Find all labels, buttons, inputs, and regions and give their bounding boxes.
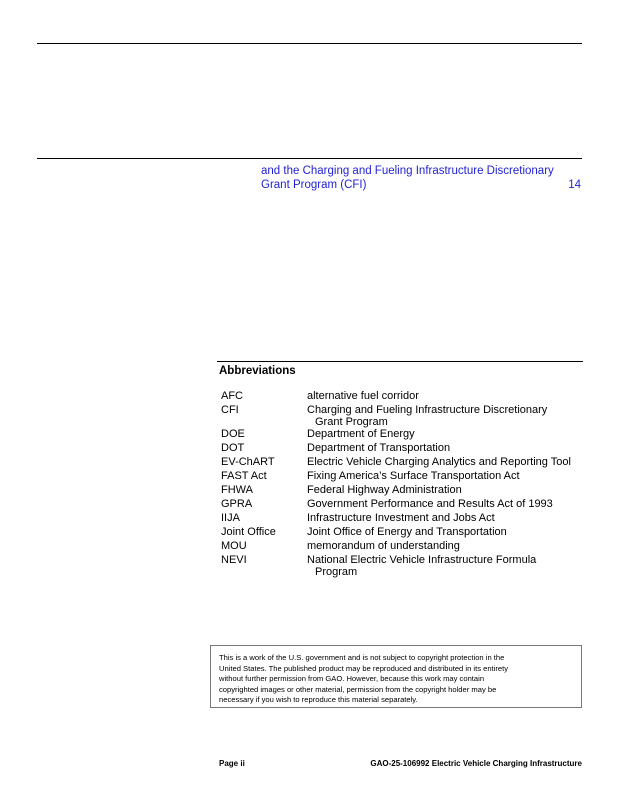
abbreviation-row: [221, 469, 583, 483]
abbreviation-term: IIJA: [221, 512, 240, 524]
definition-text: Joint Office of Energy and Transportation: [307, 526, 507, 538]
abbreviation-row: [221, 483, 583, 497]
abbreviation-row: [221, 403, 583, 427]
definition-text: Electric Vehicle Charging Analytics and Reporting Tool: [307, 456, 571, 468]
toc-page-number[interactable]: 14: [568, 178, 581, 191]
notice-line: This is a work of the U.S. government and is not subject to copyright protection in the: [219, 653, 505, 662]
abbreviation-row: [221, 497, 583, 511]
toc-entry[interactable]: [261, 165, 581, 192]
abbreviation-term: AFC: [221, 390, 243, 402]
abbreviation-definition: [307, 427, 583, 441]
abbreviation-term: GPRA: [221, 498, 253, 510]
abbreviation-definition: [307, 497, 583, 511]
definition-text: Department of Energy: [307, 428, 415, 440]
definition-continuation: Program: [315, 566, 358, 578]
abbreviation-term: DOT: [221, 442, 245, 454]
copyright-notice: [210, 645, 582, 708]
definition-text: Fixing America’s Surface Transportation Act: [307, 470, 520, 482]
footer-page-label: Page ii: [219, 759, 245, 768]
top-rule: [37, 43, 582, 44]
abbreviation-term: CFI: [221, 404, 239, 416]
abbreviation-row: [221, 511, 583, 525]
notice-line: United States. The published product may be reproduced and distributed in its entirety: [219, 663, 509, 673]
definition-text: Department of Transportation: [307, 442, 451, 454]
notice-line: copyrighted images or other material, permission from the copyright holder may be: [219, 684, 497, 694]
abbreviation-definition: [307, 455, 583, 469]
abbreviation-row: [221, 525, 583, 539]
abbreviation-definition: [307, 553, 583, 577]
abbreviations-rule: [217, 361, 583, 362]
abbreviation-row: [221, 553, 583, 577]
abbreviation-row: [221, 389, 583, 403]
toc-entry-line-1[interactable]: and the Charging and Fueling Infrastructure Discretionary: [261, 165, 554, 177]
abbreviation-row: [221, 539, 583, 553]
abbreviation-term: MOU: [221, 540, 247, 552]
notice-line: without further permission from GAO. However, because this work may contain: [219, 674, 485, 684]
abbreviation-term: FAST Act: [221, 470, 267, 482]
abbreviations-list: [221, 389, 583, 577]
abbreviations-title: Abbreviations: [219, 365, 296, 377]
toc-entry-line-2[interactable]: Grant Program (CFI): [261, 178, 367, 191]
abbreviation-term: DOE: [221, 428, 245, 440]
definition-text: Charging and Fueling Infrastructure Discretionary: [307, 404, 548, 416]
abbreviation-row: [221, 441, 583, 455]
definition-text: Infrastructure Investment and Jobs Act: [307, 512, 495, 524]
abbreviation-term: EV-ChART: [221, 456, 275, 468]
definition-text: National Electric Vehicle Infrastructure Formula: [307, 554, 537, 566]
definition-text: Government Performance and Results Act of 1993: [307, 498, 553, 510]
definition-text: Federal Highway Administration: [307, 484, 462, 496]
abbreviation-definition: [307, 441, 583, 455]
abbreviation-term: FHWA: [221, 484, 253, 496]
abbreviation-definition: [307, 483, 583, 497]
definition-text: memorandum of understanding: [307, 540, 460, 552]
abbreviation-definition: [307, 389, 583, 403]
abbreviation-row: [221, 455, 583, 469]
toc-rule: [37, 158, 582, 159]
abbreviation-definition: [307, 539, 583, 553]
abbreviation-definition: [307, 403, 583, 427]
abbreviation-row: [221, 427, 583, 441]
footer-report-title: GAO-25-106992 Electric Vehicle Charging Infrastructure: [370, 759, 582, 768]
abbreviation-definition: [307, 469, 583, 483]
abbreviation-term: Joint Office: [221, 526, 276, 538]
notice-line: necessary if you wish to reproduce this material separately.: [219, 695, 418, 705]
definition-text: alternative fuel corridor: [307, 390, 419, 402]
abbreviation-definition: [307, 525, 583, 539]
abbreviation-definition: [307, 511, 583, 525]
definition-continuation: Grant Program: [315, 416, 388, 428]
abbreviation-term: NEVI: [221, 554, 247, 566]
